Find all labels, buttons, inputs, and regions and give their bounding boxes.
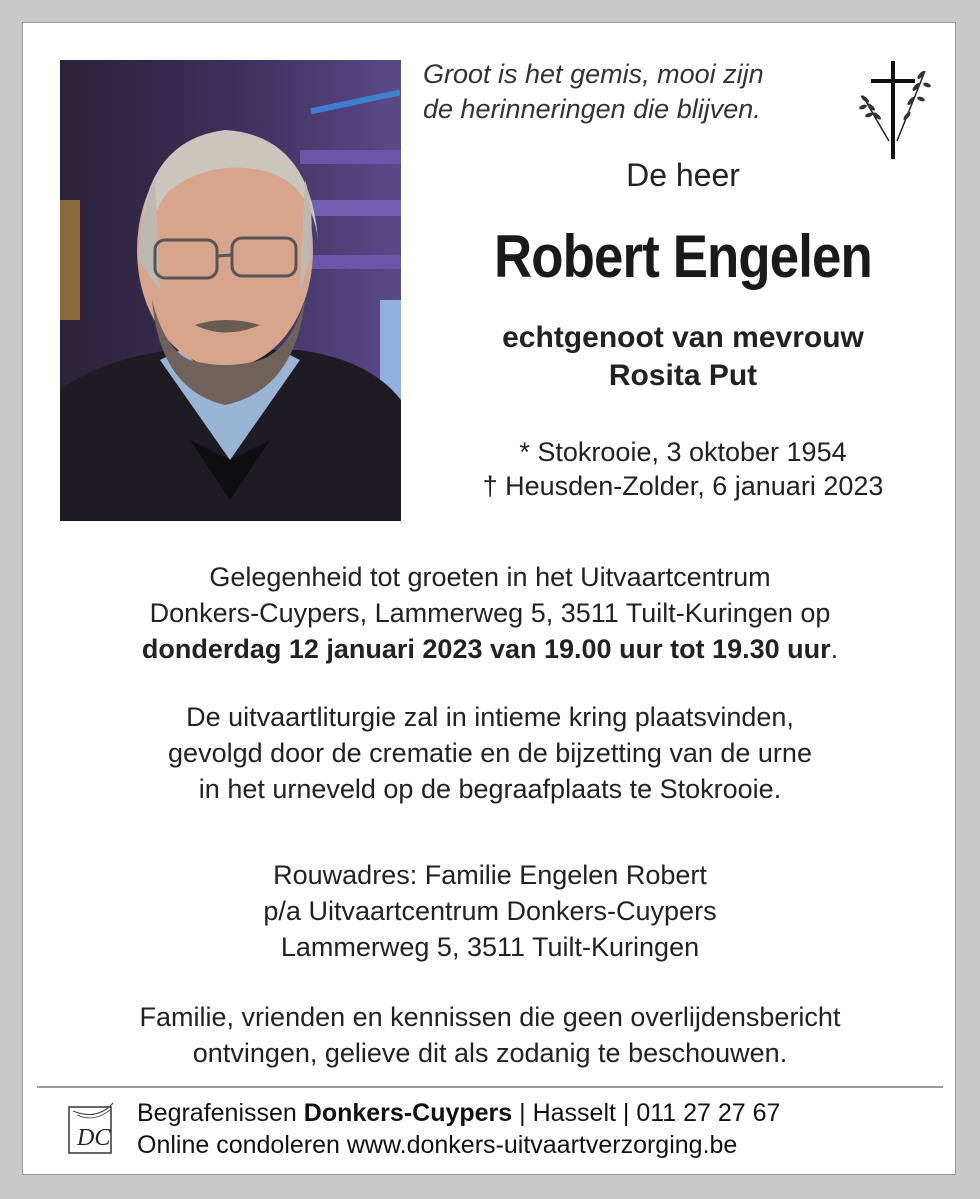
footer-phone[interactable]: 011 27 27 67 <box>636 1099 781 1127</box>
spouse-line: echtgenoot van mevrouw <box>502 321 864 354</box>
funeral-home-footer <box>137 1097 780 1161</box>
salutation: De heer <box>626 157 740 193</box>
quote-line: Groot is het gemis, mooi zijn <box>423 59 764 89</box>
spouse-info <box>433 319 933 395</box>
visitation-line <box>23 631 957 667</box>
footer-line-1 <box>137 1097 780 1129</box>
notice-line: ontvingen, gelieve dit als zodanig te beschouwen. <box>192 1038 788 1068</box>
visitation-datetime: donderdag 12 januari 2023 van 19.00 uur tot 19.30 uur <box>141 634 831 664</box>
visitation-period: . <box>830 634 839 664</box>
notice-line: Familie, vrienden en kennissen die geen overlijdensbericht <box>139 1002 841 1032</box>
liturgy-line: in het urneveld op de begraafplaats te Stokrooie. <box>198 774 782 804</box>
address-line: p/a Uitvaartcentrum Donkers-Cuypers <box>263 896 717 926</box>
liturgy-line: De uitvaartliturgie zal in intieme kring plaatsvinden, <box>186 702 794 732</box>
notice-text <box>23 999 957 1071</box>
address-line: Rouwadres: Familie Engelen Robert <box>273 860 707 890</box>
visitation-line: Gelegenheid tot groeten in het Uitvaartcentrum <box>209 562 771 592</box>
birth-date: * Stokrooie, 3 oktober 1954 <box>519 437 847 467</box>
footer-website[interactable]: Online condoleren www.donkers-uitvaartverzorging.be <box>137 1131 738 1159</box>
footer-prefix: Begrafenissen <box>137 1099 304 1127</box>
divider <box>37 1086 943 1088</box>
death-date: † Heusden-Zolder, 6 januari 2023 <box>482 471 884 501</box>
footer-separator: | <box>615 1099 637 1127</box>
footer-city: Hasselt <box>532 1099 616 1127</box>
quote-line: de herinneringen die blijven. <box>423 94 761 124</box>
life-dates <box>433 435 933 503</box>
cross-wheat-icon <box>853 61 933 161</box>
visitation-line: Donkers-Cuypers, Lammerweg 5, 3511 Tuilt-Kuringen op <box>149 598 831 628</box>
title-block <box>433 151 933 503</box>
address-line: Lammerweg 5, 3511 Tuilt-Kuringen <box>280 932 700 962</box>
memorial-quote <box>423 57 843 127</box>
spouse-name: Rosita Put <box>608 359 758 392</box>
obituary-card <box>22 22 956 1175</box>
mourning-address <box>23 857 957 965</box>
visitation-info <box>23 559 957 667</box>
liturgy-line: gevolgd door de crematie en de bijzetting van de urne <box>168 738 812 768</box>
deceased-name: Robert Engelen <box>494 223 872 290</box>
footer-company: Donkers-Cuypers <box>303 1099 513 1127</box>
funeral-home-logo <box>67 1101 117 1157</box>
liturgy-info <box>23 699 957 807</box>
portrait-photo <box>60 60 401 521</box>
logo-text: DC <box>77 1125 111 1151</box>
footer-separator: | <box>512 1099 533 1127</box>
